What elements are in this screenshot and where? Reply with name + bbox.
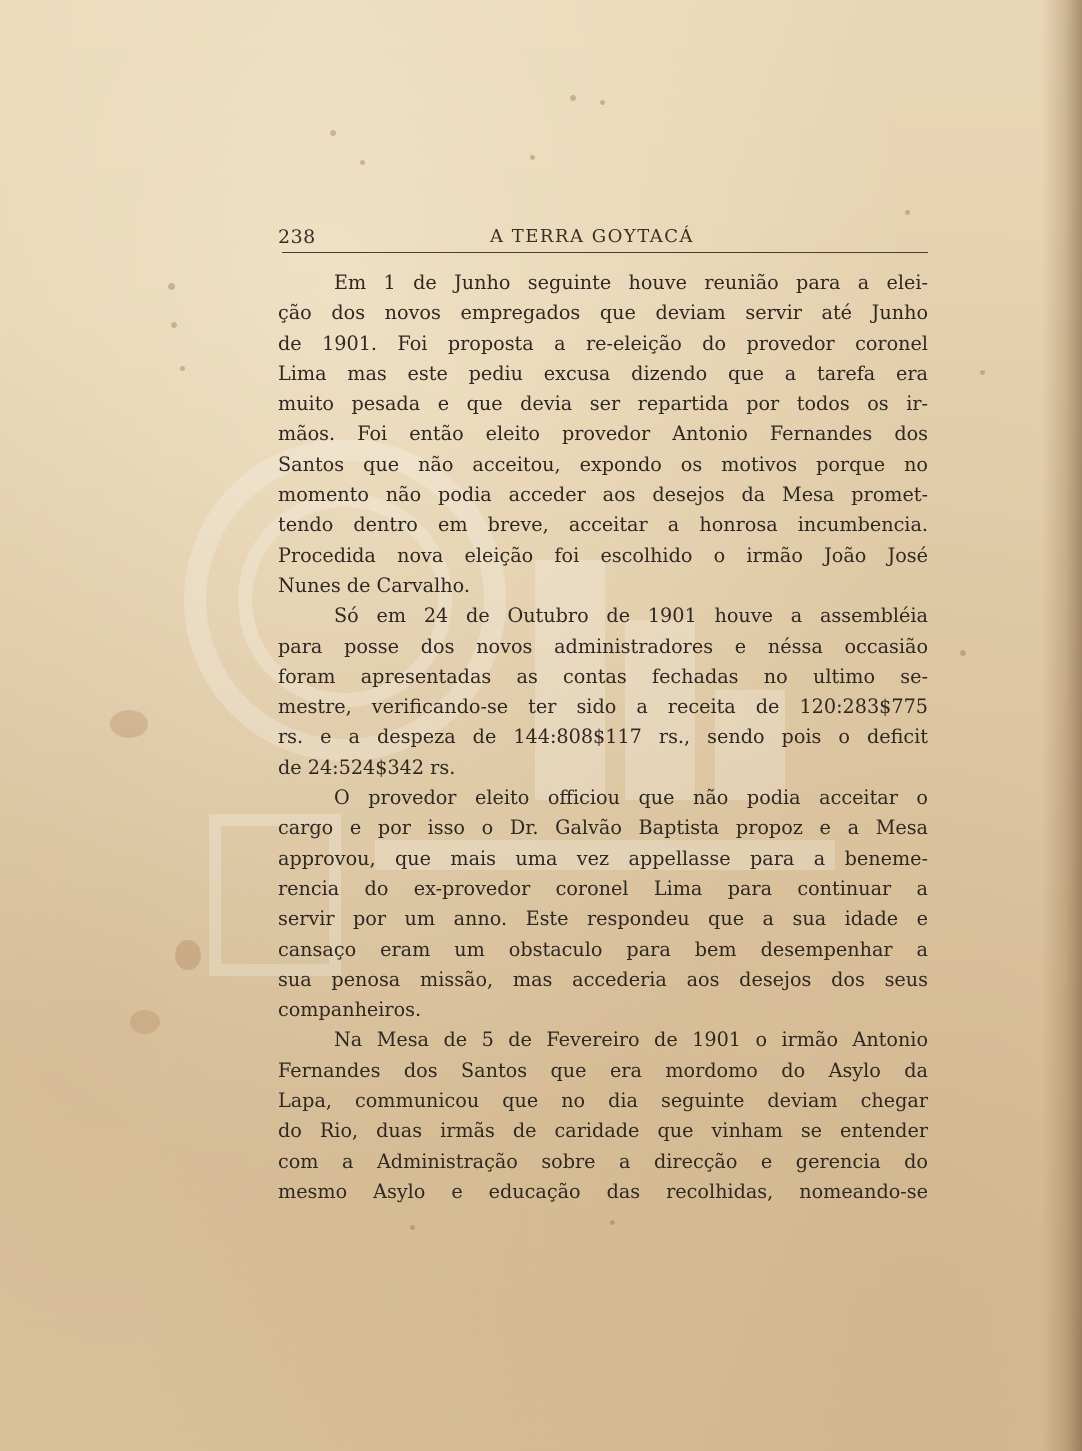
text-line: para posse dos novos administradores e néssa occasião xyxy=(278,634,928,658)
text-line: Santos que não acceitou, expondo os motivos porque no xyxy=(278,452,928,476)
page-header xyxy=(278,226,930,252)
paragraph-3 xyxy=(278,783,928,1025)
page-number: 238 xyxy=(278,226,316,248)
text-line: O provedor eleito officiou que não podia acceitar o xyxy=(334,786,928,810)
text-line: Procedida nova eleição foi escolhido o irmão João José xyxy=(278,543,928,567)
text-line: Em 1 de Junho seguinte houve reunião para a elei- xyxy=(334,271,928,294)
text-line: approvou, que mais uma vez appellasse para a beneme- xyxy=(278,846,928,870)
text-line: Só em 24 de Outubro de 1901 houve a assembléia xyxy=(334,604,928,628)
text-line: de 24:524$342 rs. xyxy=(278,755,456,779)
text-line: Na Mesa de 5 de Fevereiro de 1901 o irmão Antonio xyxy=(334,1028,928,1052)
paragraph-2 xyxy=(278,601,928,783)
text-line: tendo dentro em breve, acceitar a honrosa incumbencia. xyxy=(278,513,928,537)
text-line: mestre, verificando-se ter sido a receita de 120:283$775 xyxy=(278,695,928,719)
text-line: mesmo Asylo e educação das recolhidas, nomeando-se xyxy=(278,1179,928,1203)
text-line: foram apresentadas as contas fechadas no ultimo se- xyxy=(278,664,928,688)
text-line: rencia do ex-provedor coronel Lima para continuar a xyxy=(278,876,928,900)
paragraph-4 xyxy=(278,1025,928,1207)
text-line: Lapa, communicou que no dia seguinte deviam chegar xyxy=(278,1089,928,1113)
paragraph-1 xyxy=(278,268,928,601)
text-line: do Rio, duas irmãs de caridade que vinham se entender xyxy=(278,1119,928,1143)
text-line: muito pesada e que devia ser repartida por todos os ir- xyxy=(278,392,928,416)
text-line: rs. e a despeza de 144:808$117 rs., sendo pois o deficit xyxy=(278,725,928,749)
header-rule xyxy=(282,252,928,253)
text-line: de 1901. Foi proposta a re-eleição do provedor coronel xyxy=(278,331,928,355)
text-line: momento não podia acceder aos desejos da Mesa promet- xyxy=(278,483,928,507)
text-line: servir por um anno. Este respondeu que a sua idade e xyxy=(278,907,928,931)
text-line: Fernandes dos Santos que era mordomo do Asylo da xyxy=(278,1058,928,1082)
text-line: cargo e por isso o Dr. Galvão Baptista propoz e a Mesa xyxy=(278,816,928,840)
text-line: Nunes de Carvalho. xyxy=(278,573,470,597)
text-line: sua penosa missão, mas accederia aos desejos dos seus xyxy=(278,967,928,991)
text-line: com a Administração sobre a direcção e gerencia do xyxy=(278,1149,928,1173)
text-line: companheiros. xyxy=(278,998,422,1022)
running-title: A TERRA GOYTACÁ xyxy=(490,226,695,247)
text-line: cansaço eram um obstaculo para bem desempenhar a xyxy=(278,937,928,961)
text-line: Lima mas este pediu excusa dizendo que a tarefa era xyxy=(278,361,928,385)
text-line: mãos. Foi então eleito provedor Antonio Fernandes dos xyxy=(278,422,928,446)
body-text xyxy=(278,268,928,1207)
text-line: ção dos novos empregados que deviam servir até Junho xyxy=(278,301,928,325)
